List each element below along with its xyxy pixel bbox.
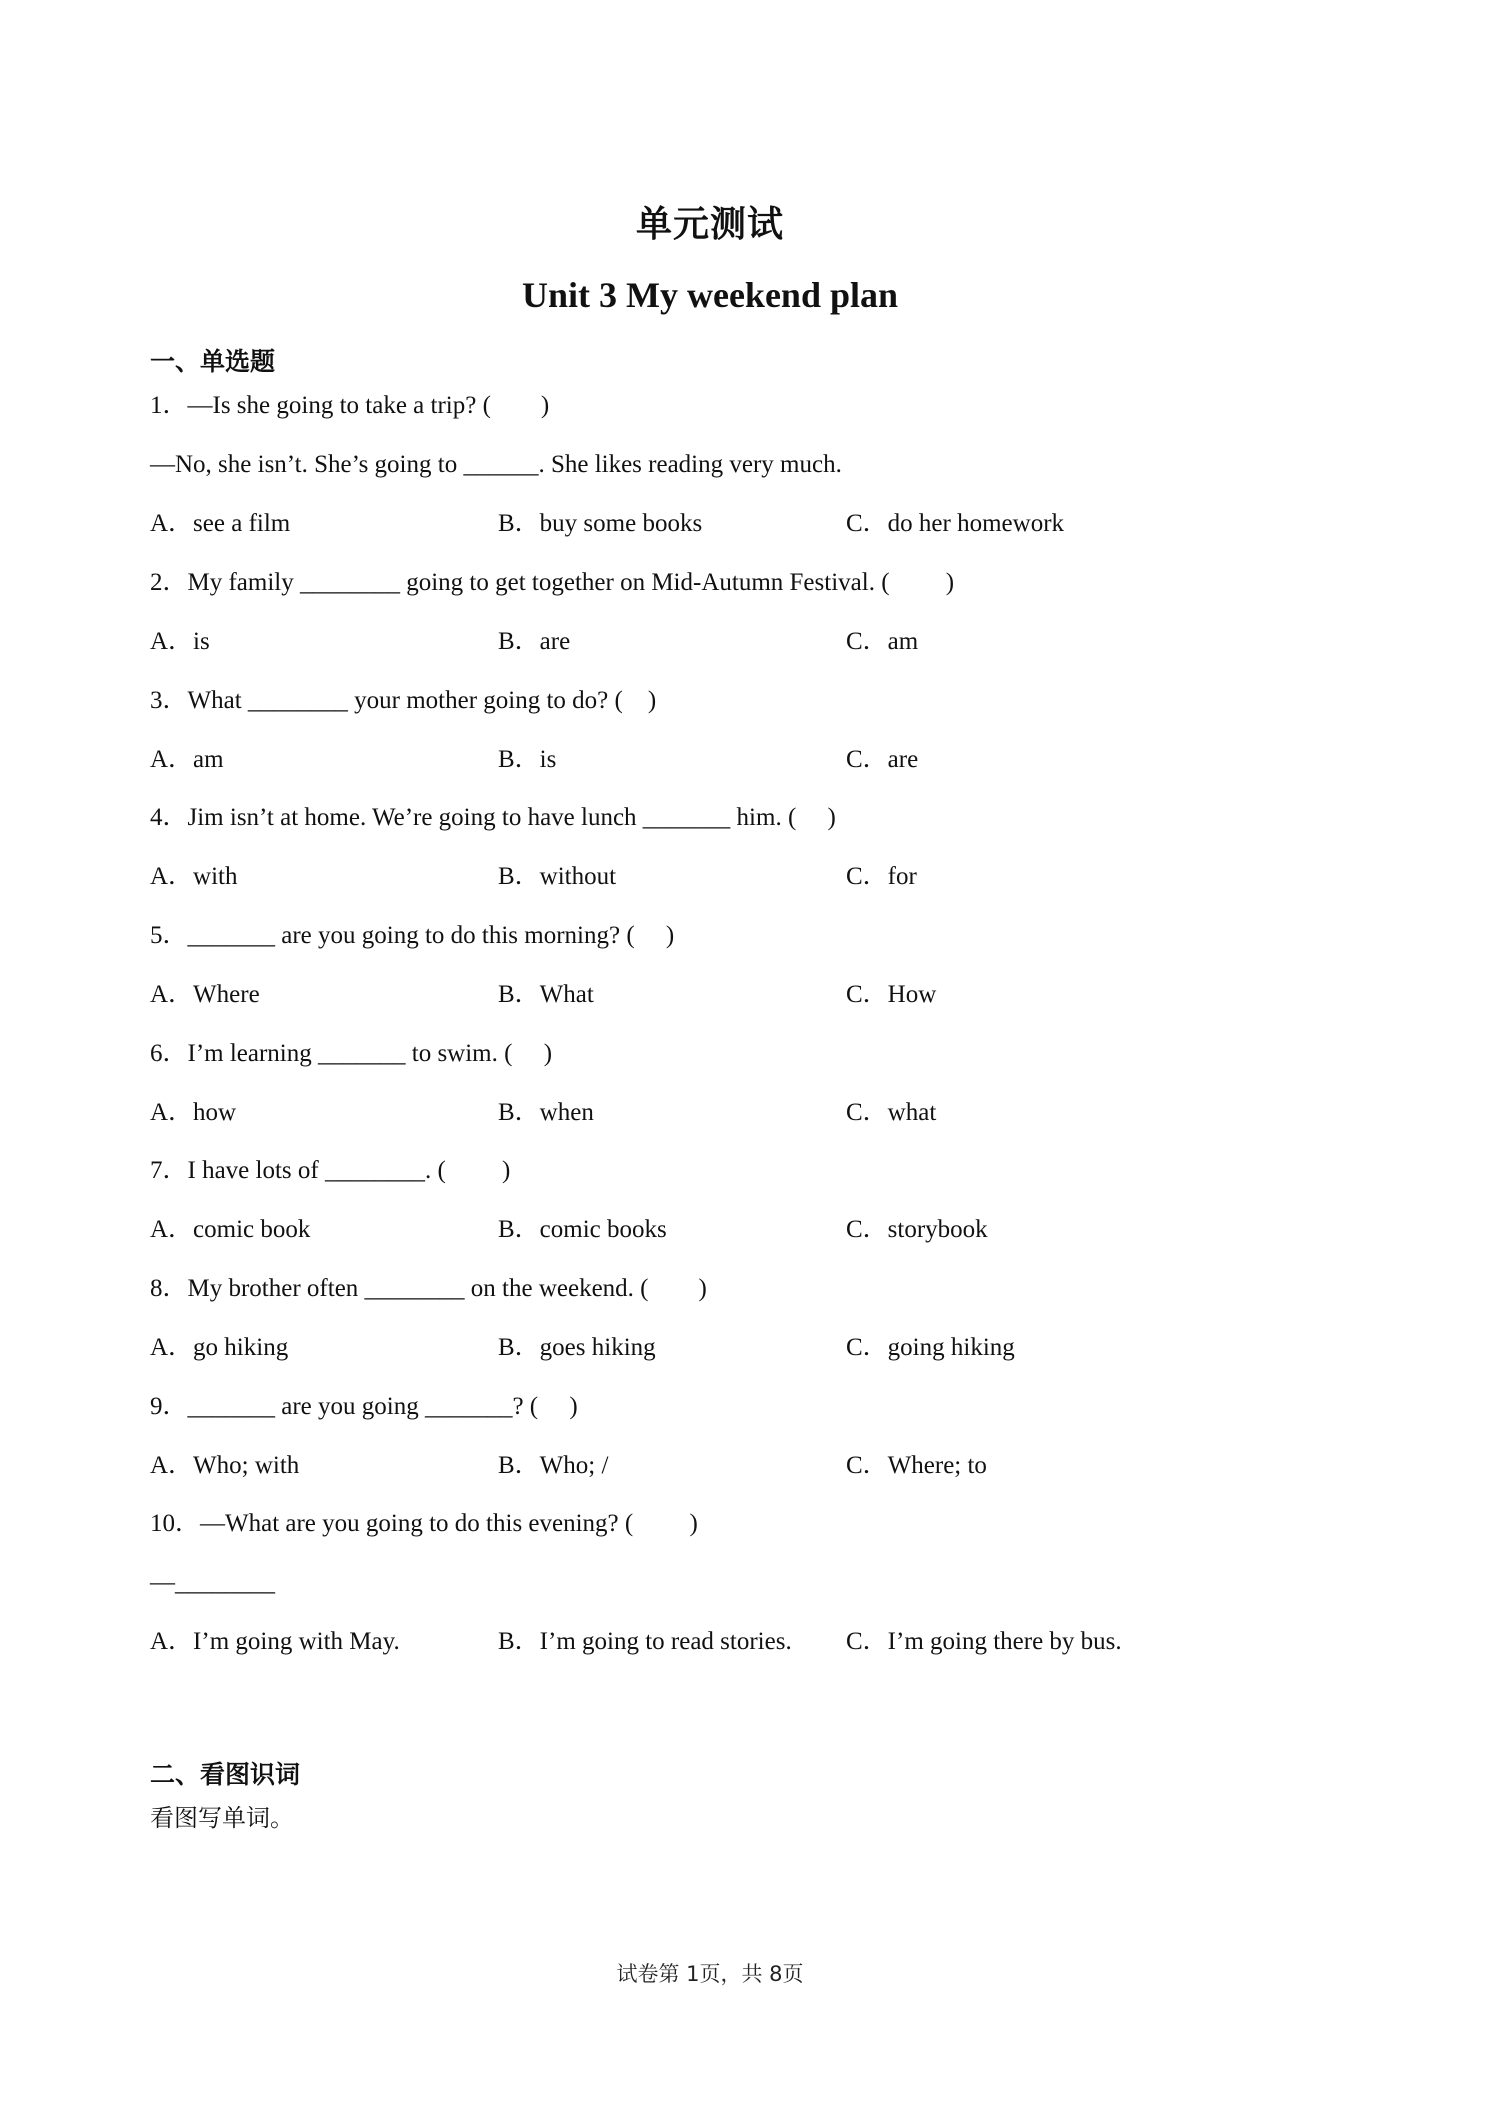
question-4-option-c: C．for [846, 863, 917, 890]
question-10-stem-2: —________ [150, 1569, 275, 1596]
question-1-option-c: C．do her homework [846, 510, 1065, 537]
question-3-stem: 3．What ________ your mother going to do? ( ) [150, 687, 657, 714]
question-6-option-b: B．when [498, 1099, 594, 1126]
question-3-option-b: B．is [498, 746, 557, 773]
question-10-option-c: C．I’m going there by bus. [846, 1628, 1122, 1655]
question-9-option-a: A．Who; with [150, 1452, 300, 1479]
question-9-option-c: C．Where; to [846, 1452, 987, 1479]
question-10-option-a: A．I’m going with May. [150, 1628, 400, 1655]
question-1-stem-2: —No, she isn’t. She’s going to ______. She likes reading very much. [150, 451, 842, 478]
question-1-stem: 1．—Is she going to take a trip? ( ) [150, 392, 550, 419]
section-heading-picture-words: 二、看图识词 [150, 1760, 301, 1789]
question-1-option-a: A．see a film [150, 510, 291, 537]
question-4-stem: 4．Jim isn’t at home. We’re going to have lunch _______ him. ( ) [150, 804, 836, 831]
question-7-option-c: C．storybook [846, 1216, 988, 1243]
question-5-option-b: B．What [498, 981, 594, 1008]
question-3-option-a: A．am [150, 746, 224, 773]
question-6-option-a: A．how [150, 1099, 237, 1126]
page-footer: 试卷第 1页，共 8页 [616, 1962, 804, 1986]
question-5-option-c: C．How [846, 981, 937, 1008]
question-10-stem: 10．—What are you going to do this evening? ( ) [150, 1510, 698, 1537]
question-2-option-c: C．am [846, 628, 919, 655]
question-10-option-b: B．I’m going to read stories. [498, 1628, 792, 1655]
page-title-cn: 单元测试 [635, 204, 784, 245]
question-7-stem: 7．I have lots of ________. ( ) [150, 1157, 511, 1184]
question-2-stem: 2．My family ________ going to get together on Mid-Autumn Festival. ( ) [150, 569, 955, 596]
question-4-option-b: B．without [498, 863, 617, 890]
section-2-instruction: 看图写单词。 [150, 1804, 294, 1832]
page-title-en: Unit 3 My weekend plan [521, 275, 899, 315]
question-1-option-b: B．buy some books [498, 510, 703, 537]
question-9-stem: 9．_______ are you going _______? ( ) [150, 1393, 578, 1420]
question-2-option-a: A．is [150, 628, 210, 655]
question-8-option-a: A．go hiking [150, 1334, 289, 1361]
question-9-option-b: B．Who; / [498, 1452, 609, 1479]
question-8-option-c: C．going hiking [846, 1334, 1015, 1361]
question-7-option-a: A．comic book [150, 1216, 311, 1243]
question-5-option-a: A．Where [150, 981, 260, 1008]
question-8-option-b: B．goes hiking [498, 1334, 656, 1361]
question-6-stem: 6．I’m learning _______ to swim. ( ) [150, 1040, 553, 1067]
section-heading-single-choice: 一、单选题 [150, 347, 276, 376]
question-4-option-a: A．with [150, 863, 238, 890]
question-2-option-b: B．are [498, 628, 571, 655]
question-3-option-c: C．are [846, 746, 919, 773]
question-8-stem: 8．My brother often ________ on the weekend. ( ) [150, 1275, 707, 1302]
question-6-option-c: C．what [846, 1099, 937, 1126]
question-7-option-b: B．comic books [498, 1216, 667, 1243]
question-5-stem: 5．_______ are you going to do this morning? ( ) [150, 922, 675, 949]
